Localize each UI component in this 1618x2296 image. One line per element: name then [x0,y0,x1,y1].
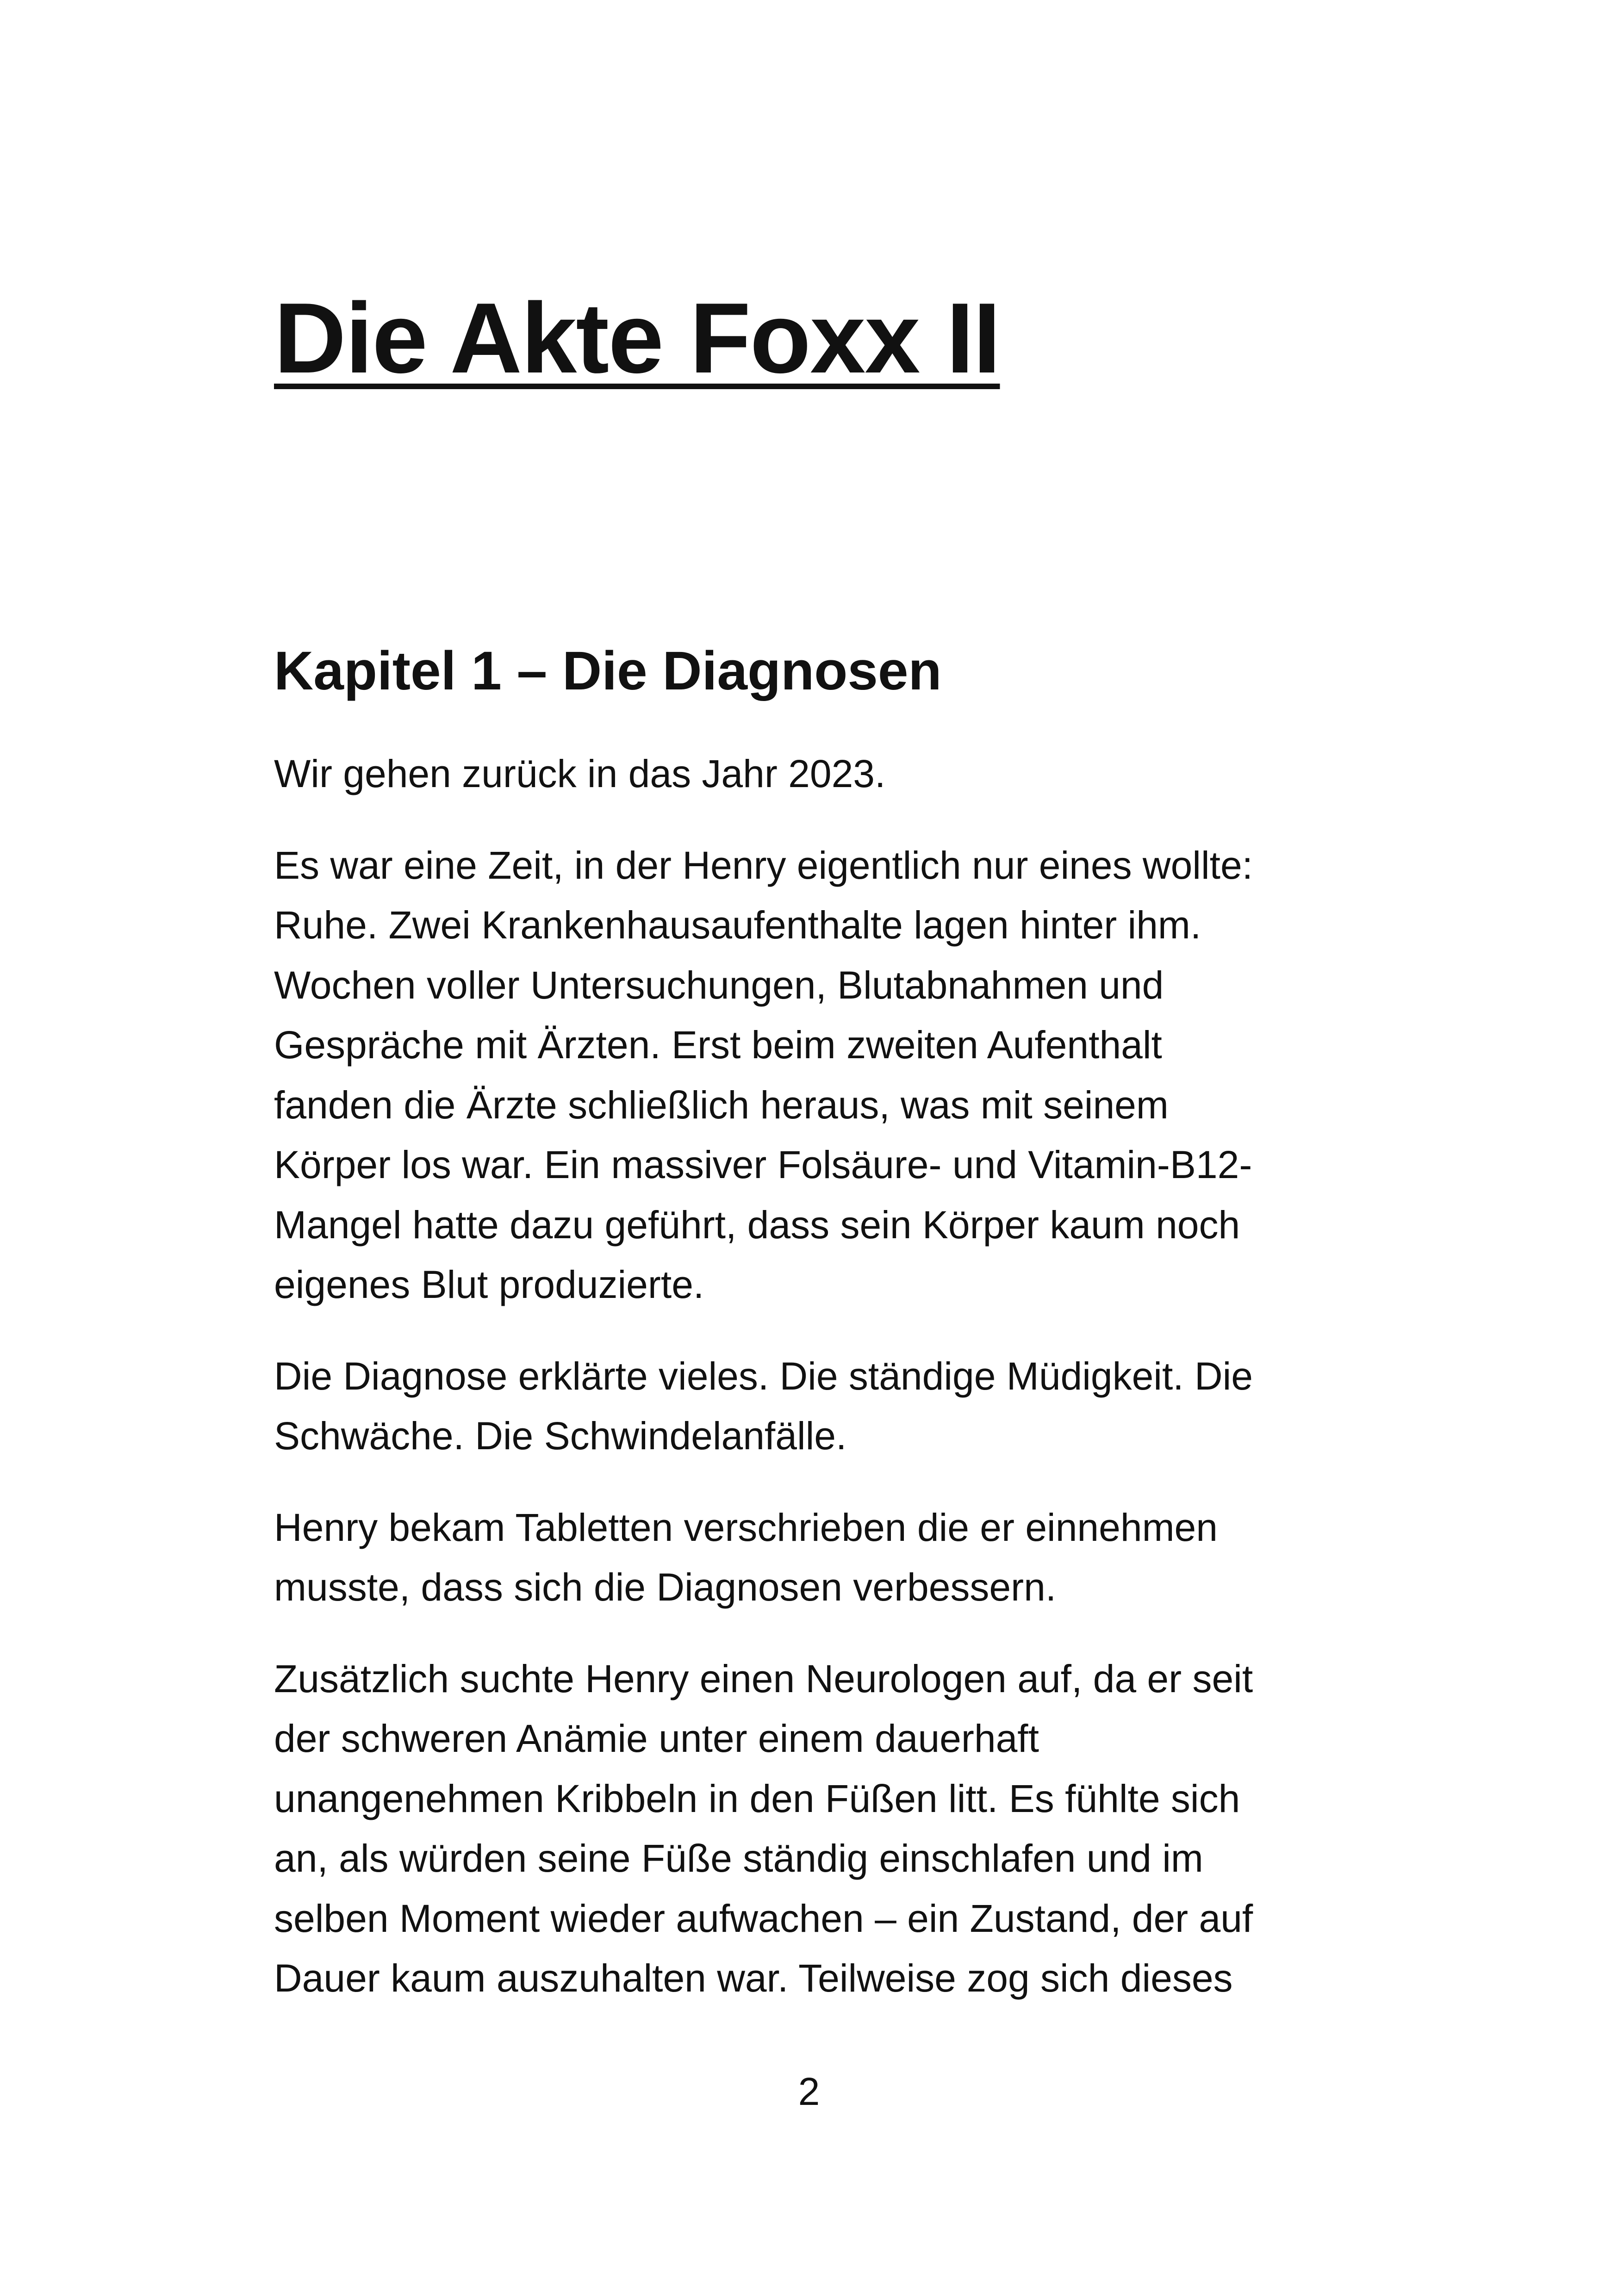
text-line: Wir gehen zurück in das Jahr 2023. [274,752,886,795]
page-number: 2 [798,2070,820,2113]
text-line: Körper los war. Ein massiver Folsäure- und Vitamin-B12- [274,1143,1252,1186]
text-line: Schwäche. Die Schwindelanfälle. [274,1414,847,1458]
paragraph-4 [274,1498,1348,1618]
text-line: musste, dass sich die Diagnosen verbessern. [274,1565,1057,1609]
text-line: Gespräche mit Ärzten. Erst beim zweiten Aufenthalt [274,1023,1162,1067]
text-line: Wochen voller Untersuchungen, Blutabnahmen und [274,963,1164,1007]
text-line: an, als würden seine Füße ständig einschlafen und im [274,1837,1203,1880]
text-line: Die Diagnose erklärte vieles. Die ständige Müdigkeit. Die [274,1354,1253,1398]
paragraph-1 [274,744,1348,804]
text-line: Henry bekam Tabletten verschrieben die er einnehmen [274,1505,1218,1549]
text-line: Zusätzlich suchte Henry einen Neurologen auf, da er seit [274,1657,1253,1700]
text-line: selben Moment wieder aufwachen – ein Zustand, der auf [274,1896,1253,1940]
book-title: Die Akte Foxx II [274,282,1000,394]
paragraph-5 [274,1649,1348,2009]
text-line: Mangel hatte dazu geführt, dass sein Körper kaum noch [274,1203,1240,1247]
text-line: eigenes Blut produzierte. [274,1263,704,1306]
paragraph-3 [274,1347,1348,1466]
text-line: der schweren Anämie unter einem dauerhaft [274,1717,1039,1760]
chapter-heading: Kapitel 1 – Die Diagnosen [274,640,942,701]
text-line: Es war eine Zeit, in der Henry eigentlich nur eines wollte: [274,843,1253,887]
text-line: fanden die Ärzte schließlich heraus, was mit seinem [274,1083,1169,1127]
chapter-body [274,744,1348,2040]
text-line: unangenehmen Kribbeln in den Füßen litt. Es fühlte sich [274,1776,1240,1820]
text-line: Dauer kaum auszuhalten war. Teilweise zog sich dieses [274,1956,1233,2000]
text-line: Ruhe. Zwei Krankenhausaufenthalte lagen hinter ihm. [274,903,1201,947]
paragraph-2 [274,836,1348,1315]
